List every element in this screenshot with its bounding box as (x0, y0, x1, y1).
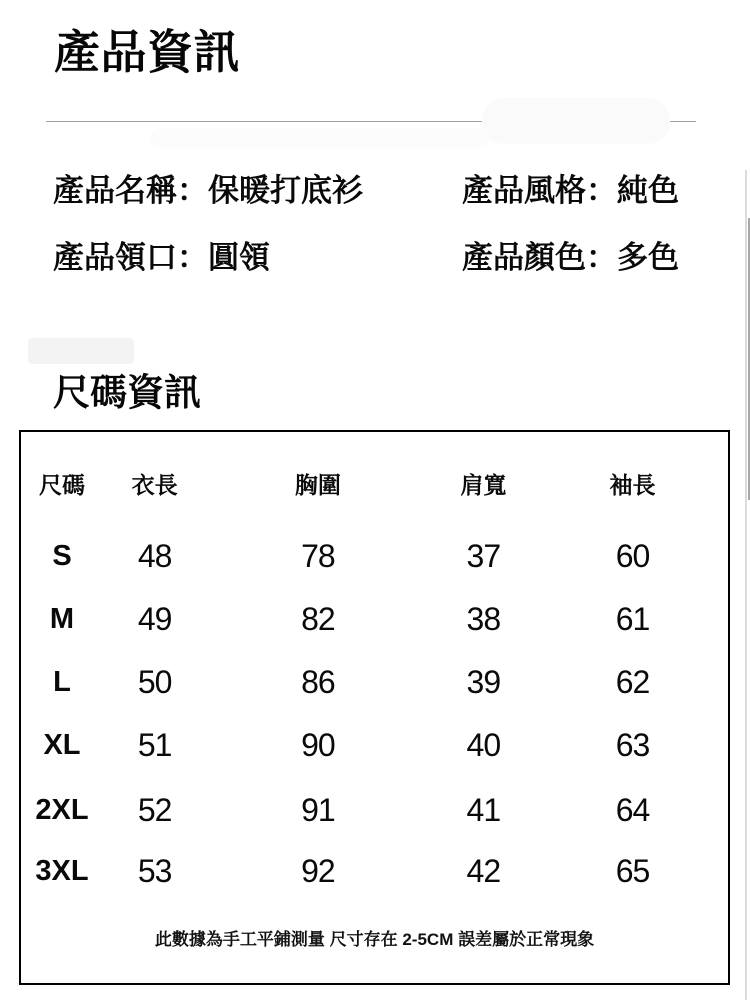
col-header-size: 尺碼 (39, 472, 85, 498)
chest-value: 91 (301, 792, 335, 828)
erased-text-smudge (28, 338, 134, 364)
shoulder-value: 38 (466, 601, 501, 637)
size-section-title: 尺碼資訊 (53, 372, 201, 413)
col-header-shoulder: 肩寬 (460, 472, 507, 498)
size-table-row-2xl (21, 788, 728, 832)
shoulder-value: 39 (466, 664, 501, 700)
field-product-color-label: 產品顏色： (462, 240, 617, 275)
page-title: 產品資訊 (54, 26, 240, 78)
size-label: M (49, 603, 75, 635)
field-product-color-value: 多色 (617, 240, 679, 275)
chest-value: 78 (301, 538, 335, 574)
field-product-style (462, 172, 679, 210)
field-product-color (462, 239, 679, 277)
size-table-row-l (21, 660, 728, 704)
size-label: S (52, 540, 72, 572)
size-label: XL (43, 729, 81, 761)
size-label: 2XL (35, 794, 89, 826)
col-header-chest: 胸圍 (294, 472, 341, 498)
length-value: 48 (137, 538, 172, 574)
size-table-row-s (21, 534, 728, 578)
chest-value: 92 (301, 853, 335, 889)
size-table-row-xl (21, 723, 728, 767)
chest-value: 90 (301, 727, 335, 763)
length-value: 51 (137, 727, 172, 763)
faint-smudge-top-center (150, 128, 490, 148)
size-table-header-row (21, 463, 728, 507)
faint-smudge-top-right (482, 98, 670, 144)
sleeve-value: 65 (615, 853, 650, 889)
field-product-name (53, 172, 363, 210)
size-table-row-3xl (21, 849, 728, 893)
col-header-length: 衣長 (131, 472, 178, 498)
chest-value: 86 (301, 664, 335, 700)
field-product-neckline-value: 圓領 (208, 240, 270, 275)
sleeve-value: 63 (615, 727, 650, 763)
field-product-style-value: 純色 (617, 173, 679, 208)
chest-value: 82 (301, 601, 335, 637)
shoulder-value: 42 (466, 853, 501, 889)
sleeve-value: 64 (615, 792, 650, 828)
field-product-neckline-label: 產品領口： (53, 240, 208, 275)
field-product-style-label: 產品風格： (462, 173, 617, 208)
sleeve-value: 61 (615, 601, 650, 637)
length-value: 53 (137, 853, 172, 889)
field-product-neckline (53, 239, 270, 277)
length-value: 52 (137, 792, 172, 828)
field-product-name-value: 保暖打底衫 (208, 173, 363, 208)
shoulder-value: 40 (466, 727, 501, 763)
sleeve-value: 60 (615, 538, 650, 574)
size-label: 3XL (35, 855, 89, 887)
size-table (19, 430, 730, 985)
shoulder-value: 37 (466, 538, 501, 574)
length-value: 49 (137, 601, 172, 637)
field-product-name-label: 產品名稱： (53, 173, 208, 208)
size-label: L (53, 666, 71, 698)
measurement-disclaimer: 此數據為手工平鋪測量 尺寸存在 2-5CM 誤差屬於正常現象 (154, 930, 595, 949)
length-value: 50 (137, 664, 172, 700)
sleeve-value: 62 (615, 664, 650, 700)
size-table-row-m (21, 597, 728, 641)
col-header-sleeve: 袖長 (609, 472, 656, 498)
right-edge-artifact-light (745, 170, 747, 1000)
shoulder-value: 41 (466, 792, 501, 828)
